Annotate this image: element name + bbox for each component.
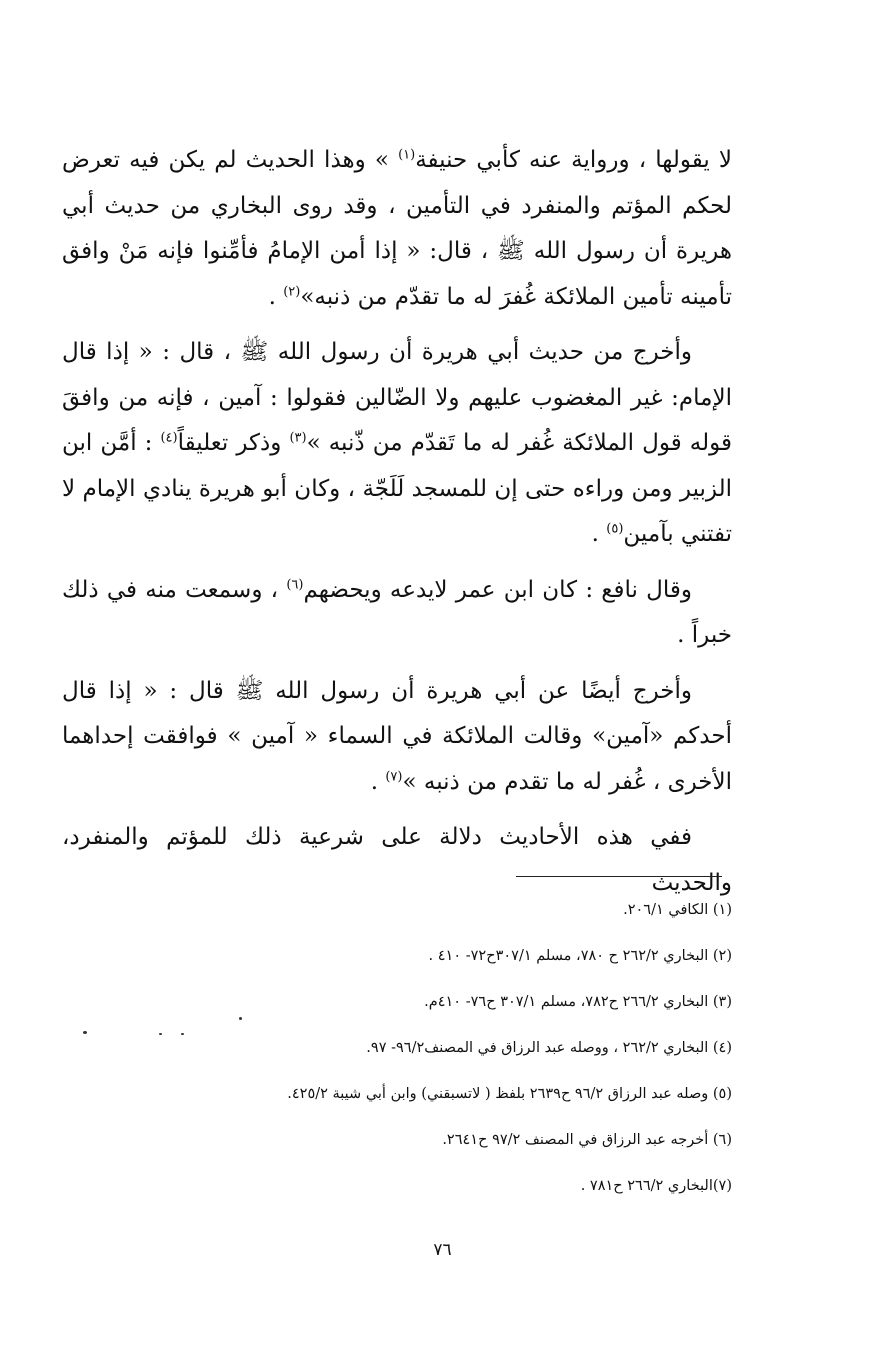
paragraph: وأخرج أيضًا عن أبي هريرة أن رسول الله ﷺ قال : « إذا قال أحدكم «آمين» وقالت الملائكة في السماء « آمين » فوافقت إحداهما الأخرى ، غُفر له ما تقدم من ذنبه »$^{(٧)}$ . [62, 677, 732, 795]
scan-speck [83, 1031, 87, 1034]
footnote-marker: (٦) [286, 576, 304, 592]
footnote-marker: (٢) [283, 283, 301, 299]
footnote-separator [516, 876, 722, 877]
footnote-marker: (٤) [160, 430, 178, 446]
footnote: (٢) البخاري ٢٦٢/٢ ح ٧٨٠، مسلم ٣٠٧/١ح٧٢- ٤١٠ . [428, 948, 732, 964]
paragraph: وقال نافع : كان ابن عمر لايدعه ويحضهم$^{(٦)}$ ، وسمعت منه في ذلك خبراً . [62, 576, 732, 648]
page-number: ٧٦ [433, 1240, 452, 1260]
footnote-marker: (٥) [606, 521, 624, 537]
footnote: (٣) البخاري ٢٦٦/٢ ح٧٨٢، مسلم ٣٠٧/١ ح٧٦- ٤١٠م. [424, 994, 732, 1010]
scan-speck [239, 1017, 242, 1020]
paragraph: ففي هذه الأحاديث دلالة على شرعية ذلك للمؤتم والمنفرد، والحديث [62, 824, 732, 896]
footnote-marker: (١) [398, 147, 416, 163]
footnote: (٧)البخاري ٢٦٦/٢ ح٧٨١ . [580, 1178, 732, 1194]
footnote-marker: (٧) [385, 768, 403, 784]
footnote-marker: (٣) [289, 430, 307, 446]
footnotes-list [140, 902, 732, 1224]
footnote: (١) الكافي ٢٠٦/١. [623, 902, 732, 918]
scan-speck [159, 1033, 162, 1035]
main-text [62, 138, 732, 906]
footnote: (٦) أخرجه عبد الرزاق في المصنف ٩٧/٢ ح٢٦٤١. [442, 1132, 732, 1148]
footnote: (٤) البخاري ٢٦٢/٢ ، ووصله عبد الرزاق في المصنف٩٦/٢- ٩٧. [366, 1040, 732, 1056]
paragraph: لا يقولها ، ورواية عنه كأبي حنيفة$^{(١)}$ » وهذا الحديث لم يكن فيه تعرض لحكم المؤتم والمنفرد في التأمين ، وقد روى البخاري من حديث أبي هريرة أن رسول الله ﷺ ، قال: « إذا أمن الإمامُ فأمِّنوا فإنه مَنْ وافق تأمينه تأمين الملائكة غُفرَ له ما تقدّم من ذنبه»$^{(٢)}$ . [62, 147, 732, 310]
paragraph: وأخرج من حديث أبي هريرة أن رسول الله ﷺ ، قال : « إذا قال الإمام: غير المغضوب عليهم ولا الضّالين فقولوا : آمين ، فإنه من وافقَ قوله قول الملائكة غُفر له ما تَقدّم من ذّنبه »$^{(٣)}$ وذكر تعليقاً$^{(٤)}$ : أمَّن ابن الزبير ومن وراءه حتى إن للمسجد لَلَجّة ، وكان أبو هريرة ينادي الإمام لا تفتني بآمين$^{(٥)}$ . [62, 339, 733, 547]
scan-speck [181, 1033, 184, 1035]
footnote: (٥) وصله عبد الرزاق ٩٦/٢ ح٢٦٣٩ بلفظ ( لاتسبقني) وابن أبي شيبة ٤٢٥/٢. [287, 1086, 732, 1102]
